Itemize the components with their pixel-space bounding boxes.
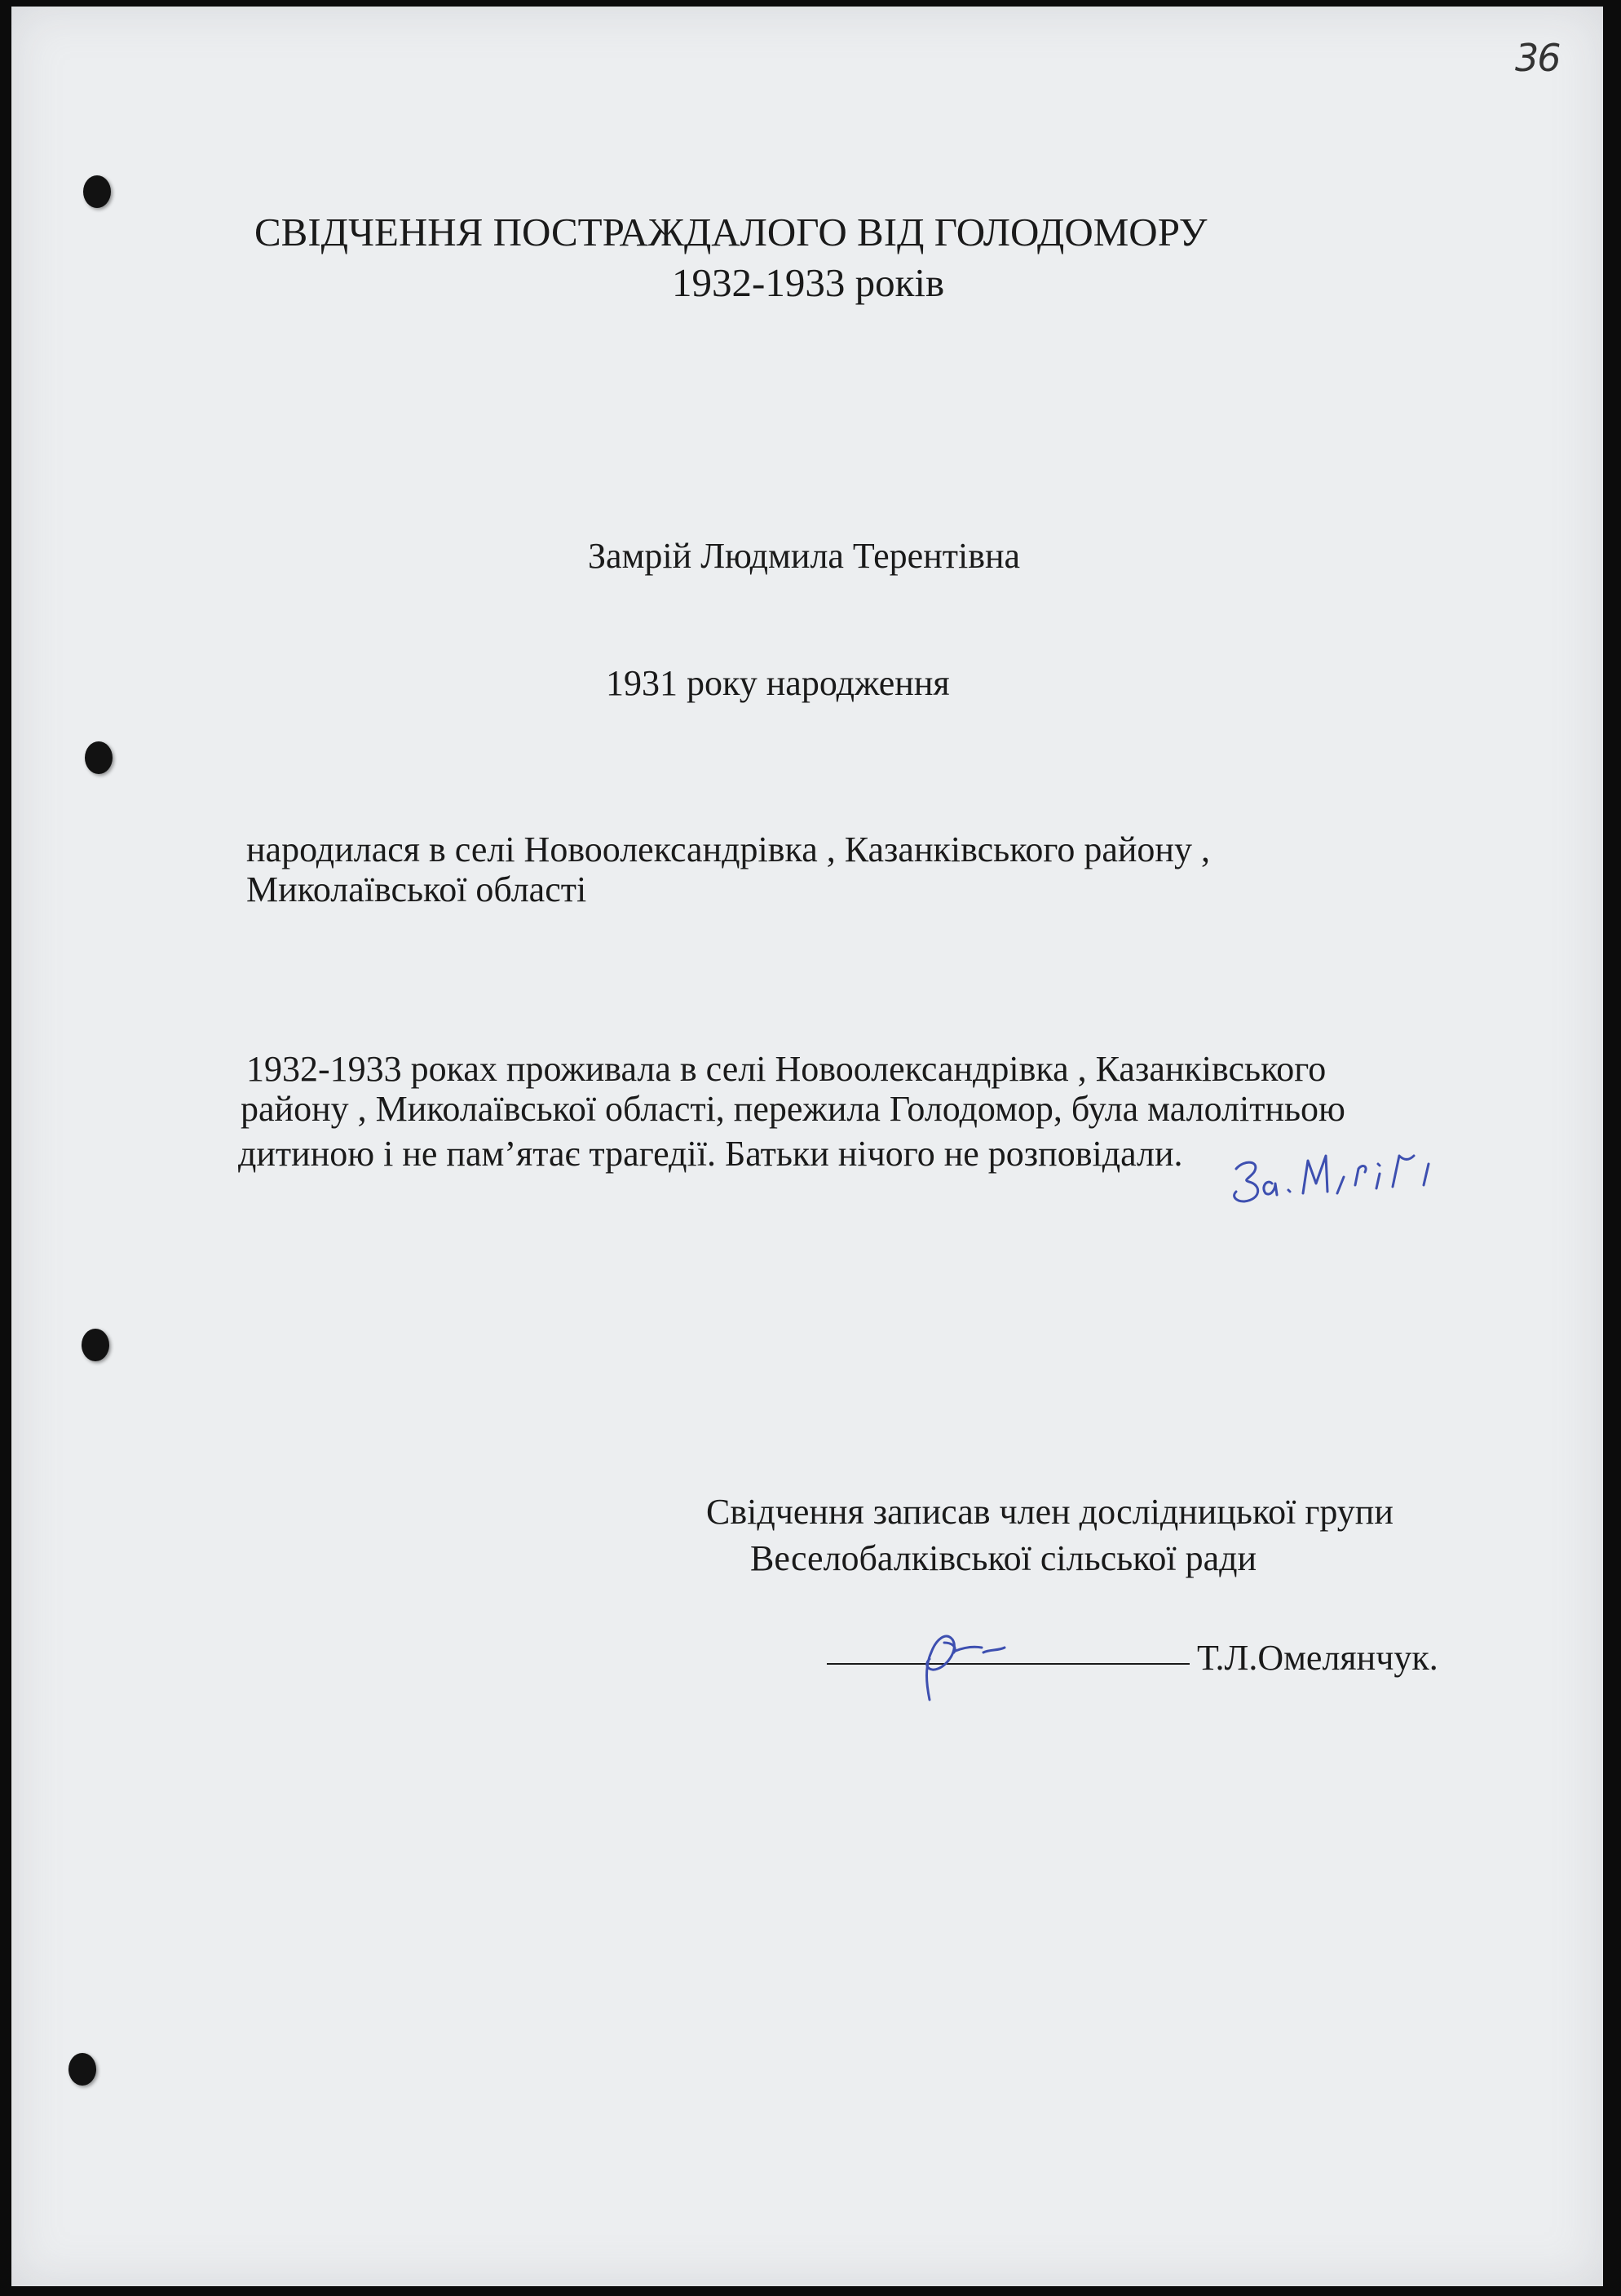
punch-hole — [82, 1329, 109, 1361]
punch-hole — [85, 741, 113, 774]
recorder-name: Т.Л.Омелянчук. — [1197, 1638, 1438, 1678]
recorder-line: Веселобалківської сільської ради — [750, 1538, 1257, 1578]
birthplace-line: народилася в селі Новоолександрівка , Казанківського району , — [246, 829, 1210, 869]
punch-hole — [68, 2053, 96, 2086]
birthplace-line: Миколаївської області — [246, 869, 587, 909]
witness-name: Замрій Людмила Терентівна — [588, 536, 1021, 576]
witness-signature — [1225, 1136, 1461, 1210]
document-page — [11, 7, 1603, 2286]
testimony-line: дитиною і не пам’ятає трагедії. Батьки нічого не розповідали. — [238, 1134, 1183, 1174]
document-title-years: 1932-1933 років — [672, 260, 945, 305]
recorder-line: Свідчення записав член дослідницької групи — [706, 1492, 1394, 1532]
birth-year: 1931 року народження — [606, 663, 950, 703]
document-title: СВІДЧЕННЯ ПОСТРАЖДАЛОГО ВІД ГОЛОДОМОРУ — [254, 210, 1208, 254]
punch-hole — [83, 175, 111, 208]
testimony-line: 1932-1933 роках проживала в селі Новоолександрівка , Казанківського — [246, 1049, 1327, 1089]
recorder-signature — [905, 1618, 1044, 1708]
page-number: 36 — [1515, 36, 1560, 80]
testimony-line: району , Миколаївської області, пережила Голодомор, була малолітньою — [241, 1089, 1345, 1129]
